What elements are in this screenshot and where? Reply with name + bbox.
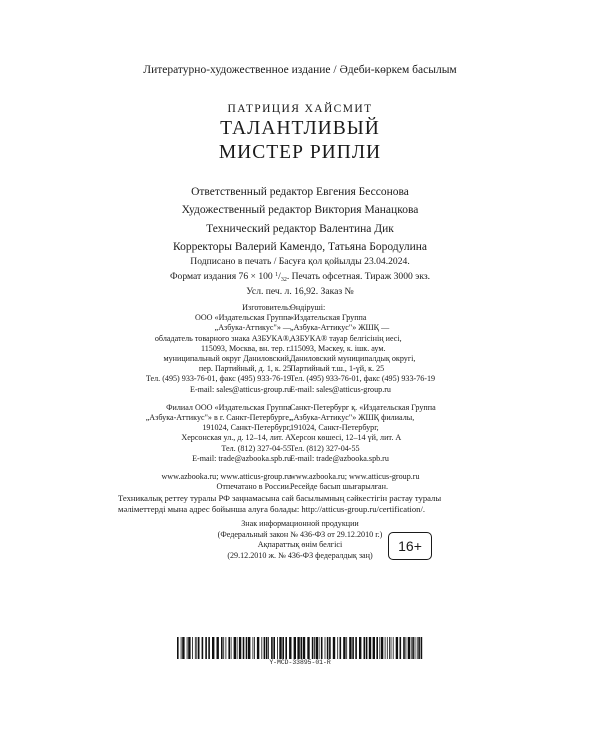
- barcode-bar: [253, 637, 254, 659]
- website-kz: www.azbooka.ru; www.atticus-group.ru: [290, 472, 420, 482]
- barcode-bar: [389, 637, 390, 659]
- barcode-bar: [264, 637, 266, 659]
- credit-proofreaders: Корректоры Валерий Камендо, Татьяна Бородулина: [172, 241, 428, 254]
- text-line: E-mail: trade@azbooka.spb.ru: [290, 453, 389, 463]
- barcode-bar: [268, 637, 269, 659]
- barcode-bar: [381, 637, 383, 659]
- barcode-bar: [314, 637, 315, 659]
- text-line: Санкт-Петербург қ. «Издательская Группа: [290, 402, 436, 412]
- edition-type: Литературно-художественное издание / Әдеби-көркем басылым: [143, 64, 457, 76]
- barcode-bar: [352, 637, 354, 659]
- barcode-bar: [403, 637, 405, 659]
- barcode-bar: [406, 637, 407, 659]
- barcode-bar: [257, 637, 259, 659]
- barcode-bar: [411, 637, 412, 659]
- text-line: 115093, Москва, вн. тер. г.: [200, 343, 291, 353]
- barcode-bar: [192, 637, 193, 659]
- barcode: [177, 637, 425, 659]
- printed-in-ru: Отпечатано в России.: [216, 482, 291, 492]
- barcode-bar: [319, 637, 320, 659]
- certification-notice: [118, 493, 498, 515]
- credit-art-editor: Художественный редактор Виктория Манацкова: [181, 204, 419, 217]
- barcode-bar: [301, 637, 303, 659]
- barcode-bar: [369, 637, 371, 659]
- barcode-bar: [198, 637, 200, 659]
- barcode-bar: [243, 637, 245, 659]
- format-suffix: . Печать офсетная. Тираж 3000 экз.: [286, 270, 431, 282]
- text-line: Знак информационной продукции: [241, 519, 359, 528]
- barcode-bar: [364, 637, 366, 659]
- text-line: Тел. (495) 933-76-01, факс (495) 933-76-19: [145, 374, 291, 384]
- signed-to-print: Подписано в печать / Басуға қол қойылды 23.04.2024.: [190, 256, 410, 267]
- barcode-bar: [418, 637, 420, 659]
- text-line: „Азбука-Аттикус"» ЖШҚ —: [290, 323, 390, 333]
- barcode-bar: [196, 637, 197, 659]
- barcode-bar: [188, 637, 190, 659]
- barcode-bar: [333, 637, 335, 659]
- text-line: E-mail: sales@atticus-group.ru: [190, 384, 291, 394]
- barcode-bar: [312, 637, 314, 659]
- barcode-bar: [349, 637, 351, 659]
- barcode-bar: [329, 637, 331, 659]
- text-line: ООО «Издательская Группа: [194, 313, 291, 323]
- sheets-order: Усл. печ. л. 16,92. Заказ №: [246, 286, 354, 298]
- text-line: Ақпараттық өнім белгісі: [257, 540, 343, 550]
- manufacturer-ru: [146, 303, 291, 395]
- barcode-bar: [246, 637, 248, 659]
- barcode-bar: [282, 637, 284, 659]
- barcode-bar: [195, 637, 196, 659]
- barcode-bar: [417, 637, 418, 659]
- barcode-bar: [355, 637, 357, 659]
- text-line: обладатель товарного знака АЗБУКА®,: [154, 333, 291, 343]
- barcode-bar: [393, 637, 394, 659]
- barcode-bar: [248, 637, 250, 659]
- barcode-bar: [239, 637, 241, 659]
- barcode-bar: [321, 637, 323, 659]
- barcode-bar: [289, 637, 291, 659]
- barcode-bar: [221, 637, 223, 659]
- editorial-credits: [0, 183, 600, 257]
- barcode-bar: [182, 637, 184, 659]
- barcode-bar: [307, 637, 309, 659]
- manufacturer-kz: [290, 303, 436, 395]
- barcode-bar: [297, 637, 299, 659]
- barcode-bar: [285, 637, 287, 659]
- barcode-bar: [181, 637, 182, 659]
- text-line: „Азбука-Аттикус"» в г. Санкт-Петербурге,: [145, 413, 291, 423]
- barcode-bar: [231, 637, 232, 659]
- barcode-bar: [177, 637, 179, 659]
- branch-ru: [146, 403, 291, 464]
- text-line: Филиал ООО «Издательская Группа: [166, 402, 291, 412]
- barcode-bar: [387, 637, 388, 659]
- website-ru: www.azbooka.ru; www.atticus-group.ru: [161, 472, 291, 482]
- barcode-bar: [303, 637, 305, 659]
- text-line: E-mail: trade@azbooka.spb.ru: [192, 453, 291, 463]
- format-denominator: 32: [280, 276, 287, 283]
- publisher-info-ru: [146, 303, 291, 492]
- book-title: [0, 117, 600, 165]
- text-line: Техникалық реттеу туралы РФ заңнамасына сай басылымның сәйкестігін растау туралы: [118, 493, 442, 503]
- credit-technical-editor: Технический редактор Валентина Дик: [206, 222, 394, 235]
- branch-kz: [290, 403, 436, 464]
- barcode-bar: [261, 637, 262, 659]
- text-line: Херсонская ул., д. 12–14, лит. А: [181, 433, 291, 443]
- author-name: ПАТРИЦИЯ ХАЙСМИТ: [227, 103, 373, 115]
- barcode-bar: [223, 637, 224, 659]
- print-details: [0, 256, 600, 299]
- barcode-bar: [202, 637, 204, 659]
- printed-in-kz: Ресейде басып шығарылған.: [290, 482, 389, 492]
- barcode-bar: [254, 637, 255, 659]
- barcode-bar: [421, 637, 423, 659]
- text-line: Изготовитель:: [242, 303, 291, 312]
- barcode-bar: [273, 637, 275, 659]
- text-line: Херсон көшесі, 12–14 үй, лит. А: [290, 433, 402, 443]
- text-line: «Издательская Группа: [290, 313, 367, 323]
- barcode-bar: [228, 637, 230, 659]
- barcode-bar: [373, 637, 375, 659]
- barcode-bar: [346, 637, 347, 659]
- text-line: E-mail: sales@atticus-group.ru: [290, 384, 391, 394]
- barcode-bar: [325, 637, 326, 659]
- barcode-bar: [343, 637, 345, 659]
- barcode-bar: [212, 637, 214, 659]
- book-title-line-2: МИСТЕР РИПЛИ: [218, 142, 382, 163]
- text-line: (29.12.2010 ж. № 436-ФЗ федералдық заң): [227, 550, 373, 560]
- text-line: Өндіруші:: [290, 303, 326, 312]
- barcode-bar: [400, 637, 402, 659]
- format-line: Формат издания 76 × 100 $^1/_{32}$. Печать офсетная. Тираж 3000 экз.: [169, 270, 431, 283]
- barcode-bar: [271, 637, 273, 659]
- barcode-bar: [366, 637, 368, 659]
- format-numerator: 1: [275, 271, 279, 278]
- barcode-bar: [379, 637, 380, 659]
- barcode-bar: [237, 637, 238, 659]
- barcode-bar: [359, 637, 361, 659]
- credit-responsible-editor: Ответственный редактор Евгения Бессонова: [191, 186, 409, 198]
- barcode-bar: [226, 637, 227, 659]
- barcode-bar: [279, 637, 281, 659]
- text-line: Партийный т.ш., 1-үй, к. 25: [290, 364, 385, 374]
- text-line: мәліметтерді мына адрес бойынша алуға болады: http://atticus-group.ru/certification/.: [118, 504, 425, 514]
- barcode-bar: [266, 637, 268, 659]
- barcode-number: Y-MCD-33895-01-R: [269, 659, 331, 666]
- barcode-bar: [396, 637, 398, 659]
- text-line: 115093, Мәскеу, к. ішк. аум.: [290, 343, 386, 353]
- book-title-line-1: ТАЛАНТЛИВЫЙ: [220, 118, 380, 139]
- barcode-bar: [277, 637, 278, 659]
- barcode-bar: [294, 637, 296, 659]
- barcode-bar: [234, 637, 236, 659]
- barcode-bar: [412, 637, 414, 659]
- text-line: Тел. (812) 327-04-55: [290, 443, 360, 453]
- text-line: 191024, Санкт-Петербург,: [290, 423, 379, 433]
- text-line: „Азбука-Аттикус"» —: [214, 323, 291, 333]
- barcode-bar: [415, 637, 416, 659]
- text-line: АЗБУКА® тауар белгісінің иесі,: [290, 333, 402, 343]
- publisher-info-kz: [290, 303, 436, 492]
- barcode-bar: [217, 637, 219, 659]
- text-line: Тел. (812) 327-04-55: [221, 443, 291, 453]
- text-line: 191024, Санкт-Петербург,: [202, 423, 291, 433]
- text-line: (Федеральный закон № 436-ФЗ от 29.12.2010 г.): [217, 529, 383, 539]
- text-line: Тел. (495) 933-76-01, факс (495) 933-76-19: [290, 374, 436, 384]
- barcode-bar: [316, 637, 318, 659]
- barcode-bar: [187, 637, 188, 659]
- barcode-bar: [205, 637, 207, 659]
- barcode-bar: [391, 637, 392, 659]
- text-line: „Азбука-Аттикус"» ЖШҚ филиалы,: [290, 413, 415, 423]
- barcode-bar: [408, 637, 410, 659]
- barcode-bar: [376, 637, 378, 659]
- barcode-bar: [208, 637, 210, 659]
- text-line: муниципальный округ Даниловский,: [163, 354, 291, 364]
- barcode-bar: [385, 637, 386, 659]
- barcode-bar: [337, 637, 338, 659]
- format-prefix: Формат издания 76 × 100: [169, 270, 276, 282]
- age-rating-badge: 16+: [388, 532, 432, 560]
- text-line: Даниловский муниципалдық округі,: [290, 354, 416, 364]
- text-line: пер. Партийный, д. 1, к. 25: [198, 364, 291, 374]
- barcode-bar: [327, 637, 329, 659]
- barcode-bar: [340, 637, 342, 659]
